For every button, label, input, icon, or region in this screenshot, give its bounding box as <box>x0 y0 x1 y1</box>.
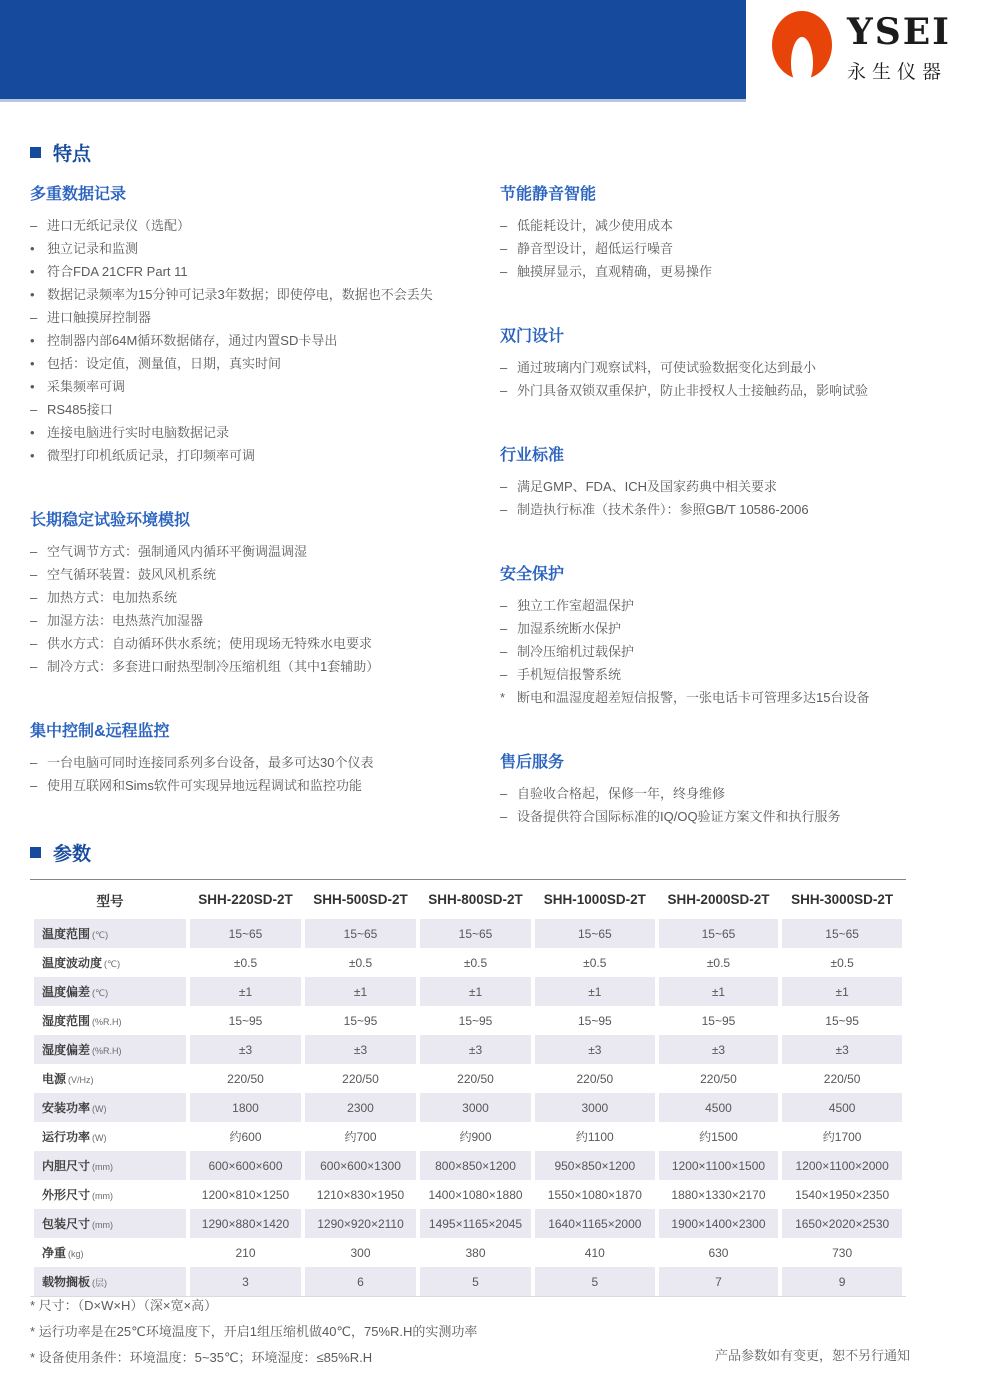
change-notice: 产品参数如有变更，恕不另行通知 <box>714 1348 910 1363</box>
table-row <box>34 919 902 948</box>
column-header: SHH-2000SD-2T <box>659 880 779 919</box>
brand-name-en: YSEI <box>847 11 951 53</box>
cell-value: 630 <box>659 1238 779 1267</box>
logo-text <box>847 8 951 84</box>
feature-item-text: 连接电脑进行实时电脑数据记录 <box>47 425 230 440</box>
feature-item-text: 设备提供符合国际标准的IQ/OQ验证方案文件和执行服务 <box>517 809 841 824</box>
feature-item-text: 静音型设计，超低运行噪音 <box>517 241 674 256</box>
row-unit: (%R.H) <box>92 1046 122 1056</box>
row-unit: (W) <box>92 1104 107 1114</box>
cell-value: 1210×830×1950 <box>305 1180 416 1209</box>
bullet-marker: – <box>30 590 38 605</box>
bullet-marker: – <box>500 218 508 233</box>
row-label-text: 安装功率 <box>42 1101 91 1115</box>
bullet-marker: • <box>30 287 35 302</box>
cell-value: 730 <box>782 1238 902 1267</box>
cell-value: ±3 <box>659 1035 779 1064</box>
row-label <box>34 977 186 1006</box>
cell-value: 220/50 <box>190 1064 301 1093</box>
bullet-marker: – <box>500 479 508 494</box>
feature-item <box>30 214 492 237</box>
table-row <box>34 1151 902 1180</box>
feature-item-text: 包括：设定值，测量值，日期，真实时间 <box>47 356 282 371</box>
cell-value: 220/50 <box>305 1064 416 1093</box>
spec-table-body <box>34 919 902 1296</box>
cell-value: ±1 <box>535 977 655 1006</box>
feature-item-text: 制冷压缩机过载保护 <box>517 644 635 659</box>
cell-value: 3000 <box>420 1093 531 1122</box>
feature-group-title: 多重数据记录 <box>30 186 127 203</box>
bullet-marker: – <box>500 598 508 613</box>
feature-item-text: 满足GMP、FDA、ICH及国家药典中相关要求 <box>517 479 778 494</box>
table-row <box>34 1238 902 1267</box>
row-label-text: 温度偏差 <box>42 985 91 999</box>
feature-item <box>30 586 492 609</box>
cell-value: 5 <box>420 1267 531 1296</box>
row-label-text: 温度范围 <box>42 927 91 941</box>
cell-value: ±0.5 <box>659 948 779 977</box>
cell-value: 4500 <box>782 1093 902 1122</box>
features-column-left <box>30 164 492 797</box>
feature-item-text: 进口触摸屏控制器 <box>47 310 152 325</box>
section-bullet-icon <box>30 847 41 858</box>
column-header: SHH-800SD-2T <box>420 880 531 919</box>
cell-value: 220/50 <box>420 1064 531 1093</box>
footnote-line: * 设备使用条件：环境温度：5~35℃；环境湿度：≤85%R.H <box>30 1350 373 1365</box>
feature-item <box>30 540 492 563</box>
row-label-text: 外形尺寸 <box>42 1188 91 1202</box>
footnotes <box>30 1293 960 1371</box>
table-row <box>34 948 902 977</box>
feature-item <box>500 805 960 828</box>
feature-item <box>500 498 960 521</box>
cell-value: 300 <box>305 1238 416 1267</box>
features-column-right <box>492 164 960 828</box>
feature-group-title: 售后服务 <box>500 754 565 771</box>
column-header-model: 型号 <box>34 880 186 919</box>
row-label-text: 电源 <box>42 1072 67 1086</box>
feature-item-text: 断电和温湿度超差短信报警，一张电话卡可管理多达15台设备 <box>517 690 870 705</box>
row-unit: (℃) <box>92 988 109 998</box>
spec-table-wrap <box>30 879 906 1297</box>
table-row <box>34 1180 902 1209</box>
cell-value: 1290×920×2110 <box>305 1209 416 1238</box>
row-label <box>34 1180 186 1209</box>
cell-value: ±3 <box>305 1035 416 1064</box>
specs-section-title: 参数 <box>53 843 92 865</box>
cell-value: 约900 <box>420 1122 531 1151</box>
features-columns <box>30 164 960 828</box>
row-label <box>34 1267 186 1296</box>
cell-value: 6 <box>305 1267 416 1296</box>
cell-value: 1290×880×1420 <box>190 1209 301 1238</box>
logo-mark-icon <box>770 8 834 93</box>
cell-value: 15~65 <box>420 919 531 948</box>
cell-value: 1650×2020×2530 <box>782 1209 902 1238</box>
brand-name-cn: 永生仪器 <box>847 61 948 83</box>
table-row <box>34 1209 902 1238</box>
feature-item-text: 加湿方法：电热蒸汽加湿器 <box>47 613 204 628</box>
feature-item-text: 使用互联网和Sims软件可实现异地远程调试和监控功能 <box>47 778 362 793</box>
row-label <box>34 1064 186 1093</box>
feature-item-text: 加湿系统断水保护 <box>517 621 622 636</box>
column-header: SHH-220SD-2T <box>190 880 301 919</box>
cell-value: 380 <box>420 1238 531 1267</box>
feature-group-title: 双门设计 <box>500 328 565 345</box>
cell-value: ±3 <box>190 1035 301 1064</box>
bullet-marker: • <box>30 448 35 463</box>
feature-item <box>30 352 492 375</box>
feature-item <box>30 774 492 797</box>
row-label-text: 湿度偏差 <box>42 1043 91 1057</box>
feature-item-text: 微型打印机纸质记录，打印频率可调 <box>47 448 256 463</box>
row-label-text: 内胆尺寸 <box>42 1159 91 1173</box>
features-section-head <box>30 140 960 164</box>
row-unit: (mm) <box>92 1220 114 1230</box>
bullet-marker: – <box>500 360 508 375</box>
bullet-marker: – <box>30 613 38 628</box>
header-banner <box>0 0 746 102</box>
bullet-marker: – <box>500 644 508 659</box>
feature-item <box>30 237 492 260</box>
feature-group <box>30 722 492 797</box>
cell-value: ±1 <box>190 977 301 1006</box>
cell-value: ±3 <box>420 1035 531 1064</box>
cell-value: 15~95 <box>782 1006 902 1035</box>
row-label-text: 包装尺寸 <box>42 1217 91 1231</box>
bullet-marker: – <box>30 636 38 651</box>
cell-value: ±1 <box>420 977 531 1006</box>
cell-value: ±3 <box>782 1035 902 1064</box>
cell-value: ±0.5 <box>190 948 301 977</box>
row-label-text: 运行功率 <box>42 1130 91 1144</box>
bullet-marker: – <box>500 621 508 636</box>
table-row <box>34 1006 902 1035</box>
bullet-marker: • <box>30 241 35 256</box>
feature-group <box>500 185 960 283</box>
cell-value: 1900×1400×2300 <box>659 1209 779 1238</box>
bullet-marker: • <box>30 379 35 394</box>
bullet-marker: • <box>30 264 35 279</box>
feature-item <box>500 475 960 498</box>
row-unit: (mm) <box>92 1191 114 1201</box>
cell-value: 1200×1100×1500 <box>659 1151 779 1180</box>
cell-value: 4500 <box>659 1093 779 1122</box>
cell-value: 15~95 <box>190 1006 301 1035</box>
feature-item <box>500 379 960 402</box>
row-label-text: 温度波动度 <box>42 956 103 970</box>
brand-logo <box>770 8 980 92</box>
bullet-marker: – <box>500 383 508 398</box>
table-row <box>34 1064 902 1093</box>
feature-item <box>500 237 960 260</box>
section-bullet-icon <box>30 147 41 158</box>
cell-value: 600×600×600 <box>190 1151 301 1180</box>
bullet-marker: • <box>30 333 35 348</box>
cell-value: 5 <box>535 1267 655 1296</box>
bullet-marker: – <box>30 544 38 559</box>
feature-item-text: 空气调节方式：强制通风内循环平衡调温调湿 <box>47 544 308 559</box>
feature-item <box>30 444 492 467</box>
table-row <box>34 1122 902 1151</box>
footnote-line: * 尺寸：（D×W×H）（深×宽×高） <box>30 1298 218 1313</box>
cell-value: 1880×1330×2170 <box>659 1180 779 1209</box>
row-label <box>34 1035 186 1064</box>
row-label <box>34 1006 186 1035</box>
bullet-marker: – <box>30 402 38 417</box>
bullet-marker: • <box>30 356 35 371</box>
column-header: SHH-500SD-2T <box>305 880 416 919</box>
row-unit: (W) <box>92 1133 107 1143</box>
cell-value: 800×850×1200 <box>420 1151 531 1180</box>
feature-item-text: 手机短信报警系统 <box>517 667 622 682</box>
feature-group-title: 行业标准 <box>500 447 565 464</box>
feature-group <box>500 446 960 521</box>
row-unit: (kg) <box>68 1249 84 1259</box>
cell-value: 410 <box>535 1238 655 1267</box>
row-label <box>34 1209 186 1238</box>
cell-value: ±3 <box>535 1035 655 1064</box>
feature-item-text: 独立工作室超温保护 <box>517 598 635 613</box>
cell-value: 约1700 <box>782 1122 902 1151</box>
feature-item <box>30 306 492 329</box>
feature-group <box>500 565 960 709</box>
bullet-marker: – <box>500 241 508 256</box>
feature-item <box>500 640 960 663</box>
feature-item-text: 进口无纸记录仪（选配） <box>47 218 191 233</box>
cell-value: ±1 <box>305 977 416 1006</box>
table-row <box>34 1035 902 1064</box>
bullet-marker: – <box>30 567 38 582</box>
bullet-marker: * <box>500 690 506 705</box>
feature-item <box>30 609 492 632</box>
feature-item <box>30 751 492 774</box>
cell-value: 600×600×1300 <box>305 1151 416 1180</box>
feature-item <box>500 260 960 283</box>
feature-item <box>30 563 492 586</box>
feature-item-text: 控制器内部64M循环数据储存，通过内置SD卡导出 <box>47 333 338 348</box>
feature-group-title: 节能静音智能 <box>500 186 597 203</box>
bullet-marker: • <box>30 425 35 440</box>
cell-value: 15~65 <box>190 919 301 948</box>
row-unit: (℃) <box>104 959 121 969</box>
row-label-text: 载物搁板 <box>42 1275 91 1289</box>
cell-value: 210 <box>190 1238 301 1267</box>
row-label <box>34 1122 186 1151</box>
feature-item <box>500 686 960 709</box>
bullet-marker: – <box>30 310 38 325</box>
bullet-marker: – <box>30 778 38 793</box>
feature-item-text: 一台电脑可同时连接同系列多台设备，最多可达30个仪表 <box>47 755 374 770</box>
feature-group <box>30 511 492 678</box>
row-label <box>34 1238 186 1267</box>
bullet-marker: – <box>500 786 508 801</box>
feature-item <box>500 617 960 640</box>
feature-item <box>30 375 492 398</box>
cell-value: 9 <box>782 1267 902 1296</box>
specs-section-head <box>30 840 960 864</box>
cell-value: ±0.5 <box>420 948 531 977</box>
cell-value: 15~95 <box>420 1006 531 1035</box>
cell-value: 15~95 <box>305 1006 416 1035</box>
cell-value: 220/50 <box>535 1064 655 1093</box>
feature-item-text: 触摸屏显示，直观精确，更易操作 <box>517 264 713 279</box>
cell-value: ±0.5 <box>782 948 902 977</box>
feature-group-title: 安全保护 <box>500 566 565 583</box>
feature-item <box>500 594 960 617</box>
feature-item <box>30 632 492 655</box>
cell-value: 15~65 <box>305 919 416 948</box>
bullet-marker: – <box>30 218 38 233</box>
cell-value: 1800 <box>190 1093 301 1122</box>
bullet-marker: – <box>30 659 38 674</box>
cell-value: 7 <box>659 1267 779 1296</box>
cell-value: 220/50 <box>782 1064 902 1093</box>
cell-value: ±1 <box>659 977 779 1006</box>
cell-value: 15~65 <box>535 919 655 948</box>
feature-item-text: 通过玻璃内门观察试料，可使试验数据变化达到最小 <box>517 360 817 375</box>
row-label <box>34 919 186 948</box>
cell-value: 1200×1100×2000 <box>782 1151 902 1180</box>
cell-value: ±1 <box>782 977 902 1006</box>
bullet-marker: – <box>500 264 508 279</box>
feature-item-text: 空气循环装置：鼓风风机系统 <box>47 567 217 582</box>
feature-item <box>30 329 492 352</box>
cell-value: ±0.5 <box>535 948 655 977</box>
feature-item-text: 自验收合格起，保修一年，终身维修 <box>517 786 726 801</box>
cell-value: 约1100 <box>535 1122 655 1151</box>
feature-item <box>30 421 492 444</box>
row-unit: (V/Hz) <box>68 1075 94 1085</box>
cell-value: 950×850×1200 <box>535 1151 655 1180</box>
cell-value: 1550×1080×1870 <box>535 1180 655 1209</box>
bullet-marker: – <box>30 755 38 770</box>
table-row <box>34 1093 902 1122</box>
feature-item <box>30 398 492 421</box>
feature-item-text: 数据记录频率为15分钟可记录3年数据；即使停电，数据也不会丢失 <box>47 287 433 302</box>
bullet-marker: – <box>500 667 508 682</box>
row-label <box>34 948 186 977</box>
bullet-marker: – <box>500 809 508 824</box>
table-row <box>34 1267 902 1296</box>
cell-value: 15~65 <box>659 919 779 948</box>
row-unit: (mm) <box>92 1162 114 1172</box>
cell-value: 约700 <box>305 1122 416 1151</box>
feature-item-text: RS485接口 <box>47 402 113 417</box>
feature-item-text: 制冷方式：多套进口耐热型制冷压缩机组（其中1套辅助） <box>47 659 380 674</box>
feature-item <box>500 782 960 805</box>
cell-value: 1200×810×1250 <box>190 1180 301 1209</box>
feature-item-text: 采集频率可调 <box>47 379 126 394</box>
feature-group-title: 集中控制&远程监控 <box>30 723 170 740</box>
cell-value: 约600 <box>190 1122 301 1151</box>
cell-value: 1495×1165×2045 <box>420 1209 531 1238</box>
features-section <box>30 140 960 828</box>
feature-item <box>500 214 960 237</box>
cell-value: 15~95 <box>535 1006 655 1035</box>
feature-item-text: 符合FDA 21CFR Part 11 <box>47 264 188 279</box>
cell-value: 3 <box>190 1267 301 1296</box>
cell-value: 15~95 <box>659 1006 779 1035</box>
cell-value: 约1500 <box>659 1122 779 1151</box>
cell-value: 1540×1950×2350 <box>782 1180 902 1209</box>
feature-item <box>30 283 492 306</box>
feature-item-text: 供水方式：自动循环供水系统；使用现场无特殊水电要求 <box>47 636 373 651</box>
row-unit: (℃) <box>92 930 109 940</box>
table-row <box>34 977 902 1006</box>
specs-section <box>30 840 960 1297</box>
cell-value: ±0.5 <box>305 948 416 977</box>
cell-value: 3000 <box>535 1093 655 1122</box>
features-section-title: 特点 <box>53 143 92 165</box>
cell-value: 2300 <box>305 1093 416 1122</box>
feature-item-text: 加热方式：电加热系统 <box>47 590 178 605</box>
row-unit: (%R.H) <box>92 1017 122 1027</box>
feature-group <box>500 327 960 402</box>
feature-item <box>30 655 492 678</box>
cell-value: 1400×1080×1880 <box>420 1180 531 1209</box>
spec-table <box>30 880 906 1296</box>
feature-item <box>500 663 960 686</box>
feature-item-text: 外门具备双锁双重保护，防止非授权人士接触药品，影响试验 <box>517 383 869 398</box>
bullet-marker: – <box>500 502 508 517</box>
row-unit: (层) <box>92 1278 108 1288</box>
column-header: SHH-3000SD-2T <box>782 880 902 919</box>
feature-item-text: 低能耗设计，减少使用成本 <box>517 218 674 233</box>
footnote-line: * 运行功率是在25℃环境温度下，开启1组压缩机做40℃，75%R.H的实测功率 <box>30 1324 478 1339</box>
row-label-text: 湿度范围 <box>42 1014 91 1028</box>
feature-item-text: 制造执行标准（技术条件）：参照GB/T 10586-2006 <box>517 502 809 517</box>
feature-group <box>30 185 492 467</box>
cell-value: 1640×1165×2000 <box>535 1209 655 1238</box>
row-label-text: 净重 <box>42 1246 67 1260</box>
row-label <box>34 1093 186 1122</box>
feature-item <box>500 356 960 379</box>
feature-item <box>30 260 492 283</box>
cell-value: 15~65 <box>782 919 902 948</box>
spec-table-head <box>34 880 902 919</box>
feature-group-title: 长期稳定试验环境模拟 <box>30 512 191 529</box>
column-header: SHH-1000SD-2T <box>535 880 655 919</box>
spec-header-row <box>34 880 902 919</box>
row-label <box>34 1151 186 1180</box>
feature-group <box>500 753 960 828</box>
cell-value: 220/50 <box>659 1064 779 1093</box>
feature-item-text: 独立记录和监测 <box>47 241 139 256</box>
